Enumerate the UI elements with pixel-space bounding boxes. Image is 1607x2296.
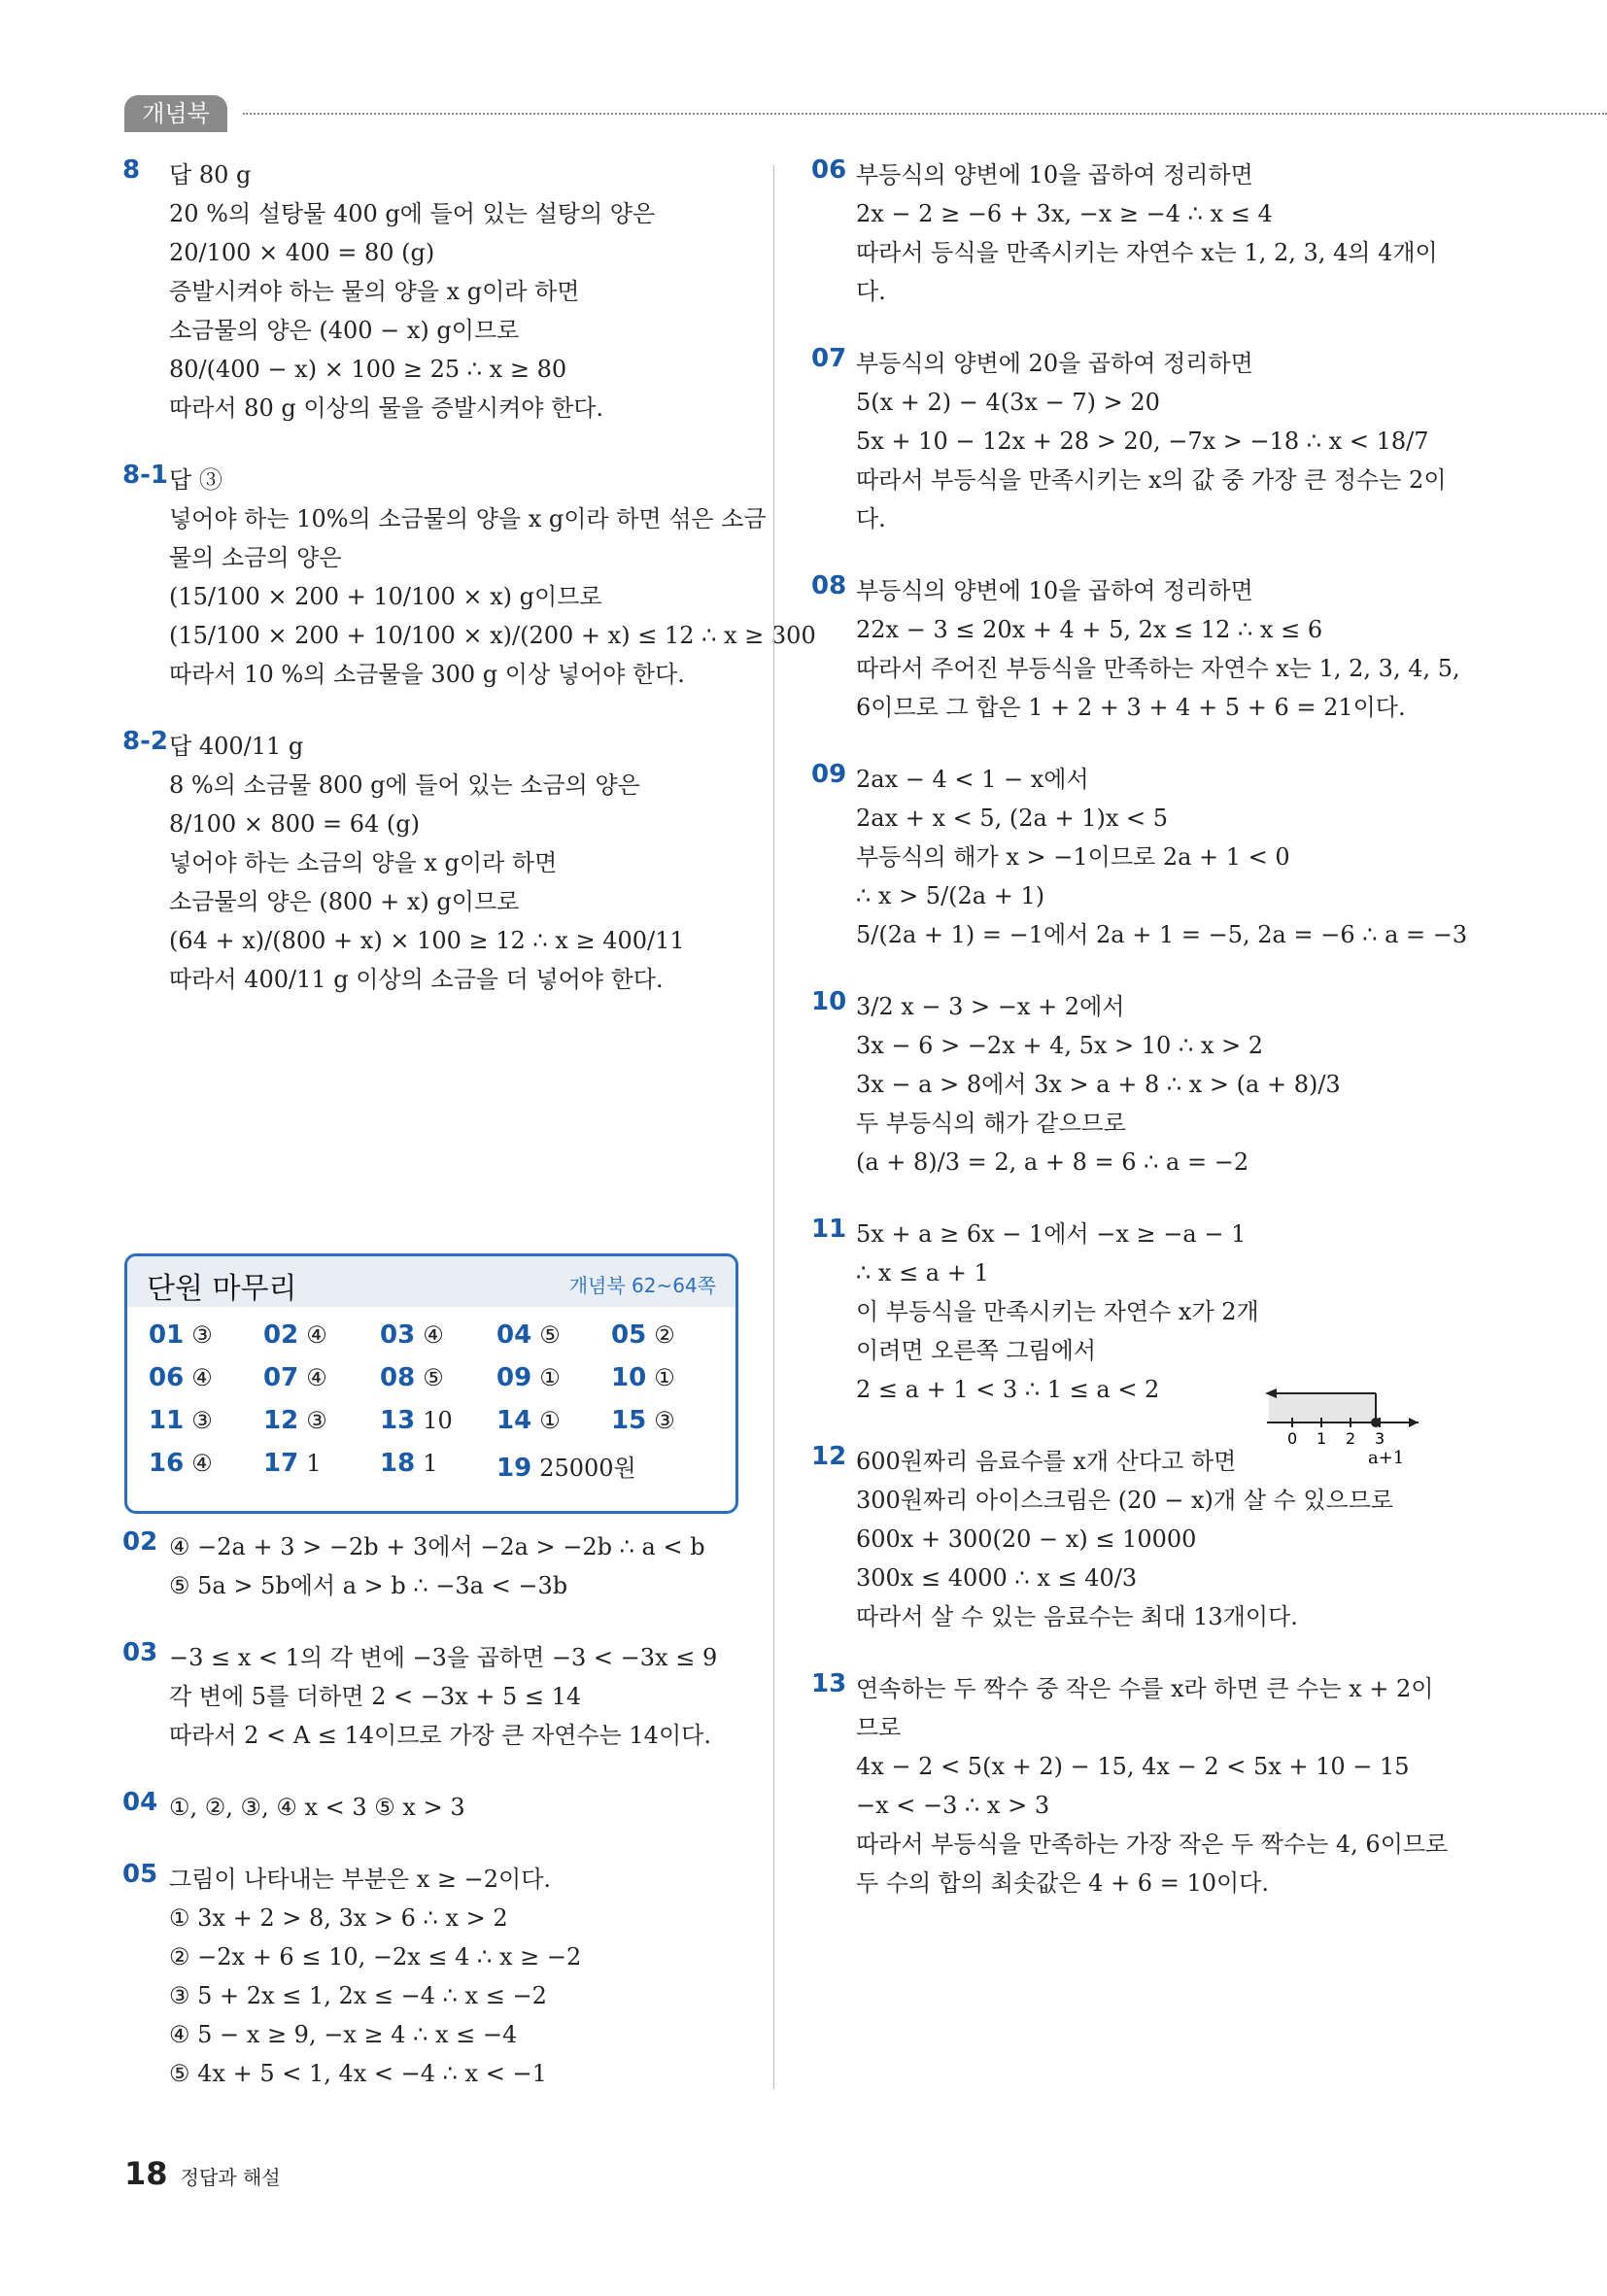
solution-line: ① 3x + 2 > 8, 3x > 6 ∴ x > 2: [169, 1904, 508, 1932]
solution-line: 22x − 3 ≤ 20x + 4 + 5, 2x ≤ 12 ∴ x ≤ 6: [856, 616, 1323, 643]
solution-line: 따라서 등식을 만족시키는 자연수 x는 1, 2, 3, 4의 4개이: [856, 239, 1438, 266]
number-line-figure: [1263, 1382, 1428, 1469]
right-column: [811, 155, 1468, 1936]
left-column: [122, 155, 816, 1032]
problem-8-2: [124, 727, 736, 999]
page-footer: [124, 2155, 281, 2192]
problem-number: 8-1: [122, 461, 168, 490]
answer-cell-17: [263, 1449, 380, 1488]
solution-line: ③ 5 + 2x ≤ 1, 2x ≤ −4 ∴ x ≤ −2: [169, 1982, 547, 2009]
solution-line: 부등식의 해가 x > −1이므로 2a + 1 < 0: [856, 843, 1290, 871]
answer-number: 12: [263, 1406, 299, 1435]
solution-line: 4x − 2 < 5(x + 2) − 15, 4x − 2 < 5x + 10 − 15: [856, 1753, 1410, 1780]
solution-line: 80/(400 − x) × 100 ≥ 25 ∴ x ≥ 80: [169, 356, 567, 383]
solution-line: 2ax − 4 < 1 − x에서: [856, 766, 1089, 793]
solution-line: 2ax + x < 5, (2a + 1)x < 5: [856, 805, 1169, 832]
problem-number: 10: [811, 987, 847, 1016]
solution-line: 부등식의 양변에 20을 곱하여 정리하면: [856, 350, 1253, 377]
answer-number: 17: [263, 1449, 299, 1478]
answer-number: 05: [611, 1320, 647, 1350]
solution-line: 따라서 주어진 부등식을 만족하는 자연수 x는 1, 2, 3, 4, 5,: [856, 655, 1460, 682]
problem-number: 06: [811, 155, 847, 185]
answer-number: 01: [149, 1320, 185, 1350]
solution-line: ∴ x ≤ a + 1: [856, 1259, 989, 1286]
left-column-lower: [124, 1527, 736, 2126]
answer-cell-07: [263, 1363, 380, 1402]
problem-number: 02: [122, 1527, 158, 1557]
solution-line: ② −2x + 6 ≤ 10, −2x ≤ 4 ∴ x ≥ −2: [169, 1943, 582, 1970]
answer-cell-16: [149, 1449, 265, 1488]
solution-line: 6이므로 그 합은 1 + 2 + 3 + 4 + 5 + 6 = 21이다.: [856, 694, 1406, 721]
answer-value: ①: [539, 1364, 561, 1391]
solution-line: 답 400/11 g: [169, 733, 304, 760]
answer-value: ④: [423, 1321, 444, 1349]
review-page-ref: 개념북 62~64쪽: [568, 1274, 716, 1297]
answer-value: 10: [423, 1407, 453, 1434]
answer-cell-05: [611, 1320, 728, 1359]
solution-line: 소금물의 양은 (400 − x) g이므로: [169, 317, 520, 344]
problem-02: [124, 1527, 736, 1605]
answer-number: 10: [611, 1363, 647, 1392]
answer-cell-18: [380, 1449, 496, 1488]
answer-number: 18: [380, 1449, 416, 1478]
answer-value: 25000원: [539, 1455, 636, 1482]
solution-line: 2 ≤ a + 1 < 3 ∴ 1 ≤ a < 2: [856, 1376, 1160, 1403]
answer-cell-02: [263, 1320, 380, 1359]
problem-number: 08: [811, 571, 847, 600]
answer-value: ①: [539, 1407, 561, 1434]
solution-line: 2x − 2 ≥ −6 + 3x, −x ≥ −4 ∴ x ≤ 4: [856, 200, 1273, 227]
solution-line: 소금물의 양은 (800 + x) g이므로: [169, 888, 520, 915]
solution-line: 20/100 × 400 = 80 (g): [169, 239, 435, 266]
answer-number: 16: [149, 1449, 185, 1478]
solution-line: (64 + x)/(800 + x) × 100 ≥ 12 ∴ x ≥ 400/11: [169, 927, 685, 954]
answer-number: 19: [496, 1454, 532, 1483]
problem-number: 12: [811, 1442, 847, 1471]
review-title: 단원 마무리: [147, 1272, 297, 1306]
answer-cell-12: [263, 1406, 380, 1445]
footer-label: 정답과 해설: [180, 2166, 281, 2189]
problem-12: [811, 1442, 1433, 1636]
answer-cell-09: [496, 1363, 613, 1402]
problem-08: [811, 571, 1460, 727]
solution-line: 5x + 10 − 12x + 28 > 20, −7x > −18 ∴ x < 18/7: [856, 428, 1429, 455]
tick-label: 1: [1316, 1429, 1327, 1448]
solution-line: ①, ②, ③, ④ x < 3 ⑤ x > 3: [169, 1794, 465, 1821]
unit-review-box: [124, 1253, 738, 1514]
solution-line: 물의 소금의 양은: [169, 544, 342, 571]
problem-number: 13: [811, 1669, 847, 1698]
answer-value: 1: [306, 1450, 322, 1477]
answer-number: 09: [496, 1363, 532, 1392]
answer-number: 06: [149, 1363, 185, 1392]
solution-line: ④ −2a + 3 > −2b + 3에서 −2a > −2b ∴ a < b: [169, 1533, 705, 1560]
problem-number: 09: [811, 760, 847, 789]
solution-line: 각 변에 5를 더하면 2 < −3x + 5 ≤ 14: [169, 1683, 582, 1710]
answer-number: 14: [496, 1406, 532, 1435]
answer-value: ③: [191, 1321, 213, 1349]
tab-dotted-line: [243, 113, 1607, 115]
answer-cell-01: [149, 1320, 265, 1359]
answer-cell-15: [611, 1406, 728, 1445]
answer-number: 13: [380, 1406, 416, 1435]
problem-03: [124, 1638, 736, 1755]
solution-line: (15/100 × 200 + 10/100 × x)/(200 + x) ≤ 12 ∴ x ≥ 300: [169, 622, 816, 649]
problem-number: 8-2: [122, 727, 168, 756]
solution-line: 다.: [856, 505, 886, 532]
solution-line: −x < −3 ∴ x > 3: [856, 1792, 1050, 1819]
page-number: 18: [124, 2155, 168, 2192]
axis-arrow-icon: [1409, 1418, 1419, 1427]
solution-line: 5/(2a + 1) = −1에서 2a + 1 = −5, 2a = −6 ∴ a = −3: [856, 921, 1468, 948]
solution-line: 이려면 오른쪽 그림에서: [856, 1337, 1097, 1364]
answer-value: ⑤: [423, 1364, 444, 1391]
answer-value: ⑤: [539, 1321, 561, 1349]
solution-line: 따라서 80 g 이상의 물을 증발시켜야 한다.: [169, 394, 604, 422]
answer-cell-03: [380, 1320, 496, 1359]
solution-line: 300x ≤ 4000 ∴ x ≤ 40/3: [856, 1564, 1138, 1592]
problem-number: 04: [122, 1788, 158, 1817]
answer-number: 08: [380, 1363, 416, 1392]
answer-number: 15: [611, 1406, 647, 1435]
solution-line: ⑤ 5a > 5b에서 a > b ∴ −3a < −3b: [169, 1572, 568, 1599]
answer-value: ①: [654, 1364, 675, 1391]
solution-line: 따라서 부등식을 만족하는 가장 작은 두 짝수는 4, 6이므로: [856, 1831, 1449, 1858]
solution-line: 5(x + 2) − 4(3x − 7) > 20: [856, 389, 1160, 416]
answer-number: 11: [149, 1406, 185, 1435]
problem-8-1: [122, 461, 816, 694]
solution-line: ⑤ 4x + 5 < 1, 4x < −4 ∴ x < −1: [169, 2060, 547, 2087]
answer-cell-10: [611, 1363, 728, 1402]
review-header: [127, 1256, 735, 1307]
solution-line: 연속하는 두 짝수 중 작은 수를 x라 하면 큰 수는 x + 2이: [856, 1675, 1434, 1702]
solution-line: 600원짜리 음료수를 x개 산다고 하면: [856, 1448, 1237, 1475]
solution-line: 8/100 × 800 = 64 (g): [169, 810, 420, 838]
problem-number: 11: [811, 1215, 847, 1244]
problem-number: 05: [122, 1860, 158, 1889]
solution-line: 8 %의 소금물 800 g에 들어 있는 소금의 양은: [169, 771, 640, 799]
section-tab: 개념북: [124, 95, 227, 132]
problem-13: [811, 1669, 1449, 1902]
answer-cell-14: [496, 1406, 613, 1445]
answer-cell-11: [149, 1406, 265, 1445]
solution-line: −3 ≤ x < 1의 각 변에 −3을 곱하면 −3 < −3x ≤ 9: [169, 1644, 718, 1671]
solution-line: 부등식의 양변에 10을 곱하여 정리하면: [856, 577, 1253, 604]
answer-cell-06: [149, 1363, 265, 1402]
problem-number: 8: [122, 155, 141, 185]
solution-line: 3/2 x − 3 > −x + 2에서: [856, 993, 1125, 1020]
solution-line: 따라서 살 수 있는 음료수는 최대 13개이다.: [856, 1603, 1298, 1630]
solution-line: 따라서 부등식을 만족시키는 x의 값 중 가장 큰 정수는 2이: [856, 466, 1447, 494]
solution-line: 부등식의 양변에 10을 곱하여 정리하면: [856, 161, 1253, 188]
solution-line: 넣어야 하는 10%의 소금물의 양을 x g이라 하면 섞은 소금: [169, 505, 767, 532]
problem-number: 03: [122, 1638, 158, 1667]
answer-number: 02: [263, 1320, 299, 1350]
problem-10: [811, 987, 1433, 1182]
solution-line: (15/100 × 200 + 10/100 × x) g이므로: [169, 583, 602, 610]
answer-value: ④: [306, 1364, 327, 1391]
solution-line: 3x − 6 > −2x + 4, 5x > 10 ∴ x > 2: [856, 1032, 1264, 1059]
problem-04: [124, 1788, 736, 1827]
solution-line: 5x + a ≥ 6x − 1에서 −x ≥ −a − 1: [856, 1220, 1247, 1248]
answer-cell-04: [496, 1320, 613, 1359]
solution-line: 300원짜리 아이스크림은 (20 − x)개 살 수 있으므로: [856, 1487, 1394, 1514]
number-line-label: a+1: [1368, 1448, 1405, 1468]
solution-line: 두 부등식의 해가 같으므로: [856, 1110, 1126, 1137]
answer-cell-19: [496, 1449, 636, 1488]
solution-line: 이 부등식을 만족시키는 자연수 x가 2개: [856, 1298, 1259, 1325]
answer-number: 07: [263, 1363, 299, 1392]
solution-line: 3x − a > 8에서 3x > a + 8 ∴ x > (a + 8)/3: [856, 1071, 1341, 1098]
answer-value: 1: [423, 1450, 438, 1477]
solution-line: 므로: [856, 1714, 902, 1741]
solution-line: 답 80 g: [169, 161, 252, 188]
solution-line: 따라서 400/11 g 이상의 소금을 더 넣어야 한다.: [169, 966, 664, 993]
problem-06: [811, 155, 1438, 311]
solution-line: 그림이 나타내는 부분은 x ≥ −2이다.: [169, 1866, 552, 1893]
solution-line: 따라서 2 < A ≤ 14이므로 가장 큰 자연수는 14이다.: [169, 1722, 711, 1749]
tick-label: 0: [1287, 1429, 1298, 1448]
boundary-point: [1371, 1418, 1381, 1427]
solution-line: 다.: [856, 278, 886, 305]
answer-cell-13: [380, 1406, 496, 1445]
problem-09: [811, 760, 1468, 954]
answer-value: ③: [191, 1407, 213, 1434]
solution-line: 20 %의 설탕물 400 g에 들어 있는 설탕의 양은: [169, 200, 656, 227]
problem-11: [811, 1215, 1433, 1409]
solution-line: 증발시켜야 하는 물의 양을 x g이라 하면: [169, 278, 580, 305]
solution-line: ∴ x > 5/(2a + 1): [856, 882, 1045, 909]
answer-value: ②: [654, 1321, 675, 1349]
answer-value: ④: [191, 1364, 213, 1391]
solution-line: 넣어야 하는 소금의 양을 x g이라 하면: [169, 849, 558, 876]
problem-8: [124, 155, 736, 428]
problem-05: [124, 1860, 736, 2093]
problem-number: 07: [811, 344, 847, 373]
solution-line: 답 ③: [169, 466, 222, 494]
solution-line: 두 수의 합의 최솟값은 4 + 6 = 10이다.: [856, 1869, 1269, 1897]
solution-line: 600x + 300(20 − x) ≤ 10000: [856, 1525, 1197, 1553]
answer-number: 04: [496, 1320, 532, 1350]
answer-cell-08: [380, 1363, 496, 1402]
section-tab-bar: [124, 95, 1607, 132]
tick-label: 2: [1346, 1429, 1356, 1448]
solution-line: ④ 5 − x ≥ 9, −x ≥ 4 ∴ x ≤ −4: [169, 2021, 518, 2048]
answer-number: 03: [380, 1320, 416, 1350]
answer-value: ③: [306, 1407, 327, 1434]
tick-label: 3: [1375, 1429, 1385, 1448]
answer-value: ④: [306, 1321, 327, 1349]
answer-value: ④: [191, 1450, 213, 1477]
problem-07: [811, 344, 1447, 538]
solution-line: 따라서 10 %의 소금물을 300 g 이상 넣어야 한다.: [169, 661, 685, 688]
solution-line: (a + 8)/3 = 2, a + 8 = 6 ∴ a = −2: [856, 1148, 1249, 1176]
answer-value: ③: [654, 1407, 675, 1434]
column-divider: [773, 165, 774, 2089]
